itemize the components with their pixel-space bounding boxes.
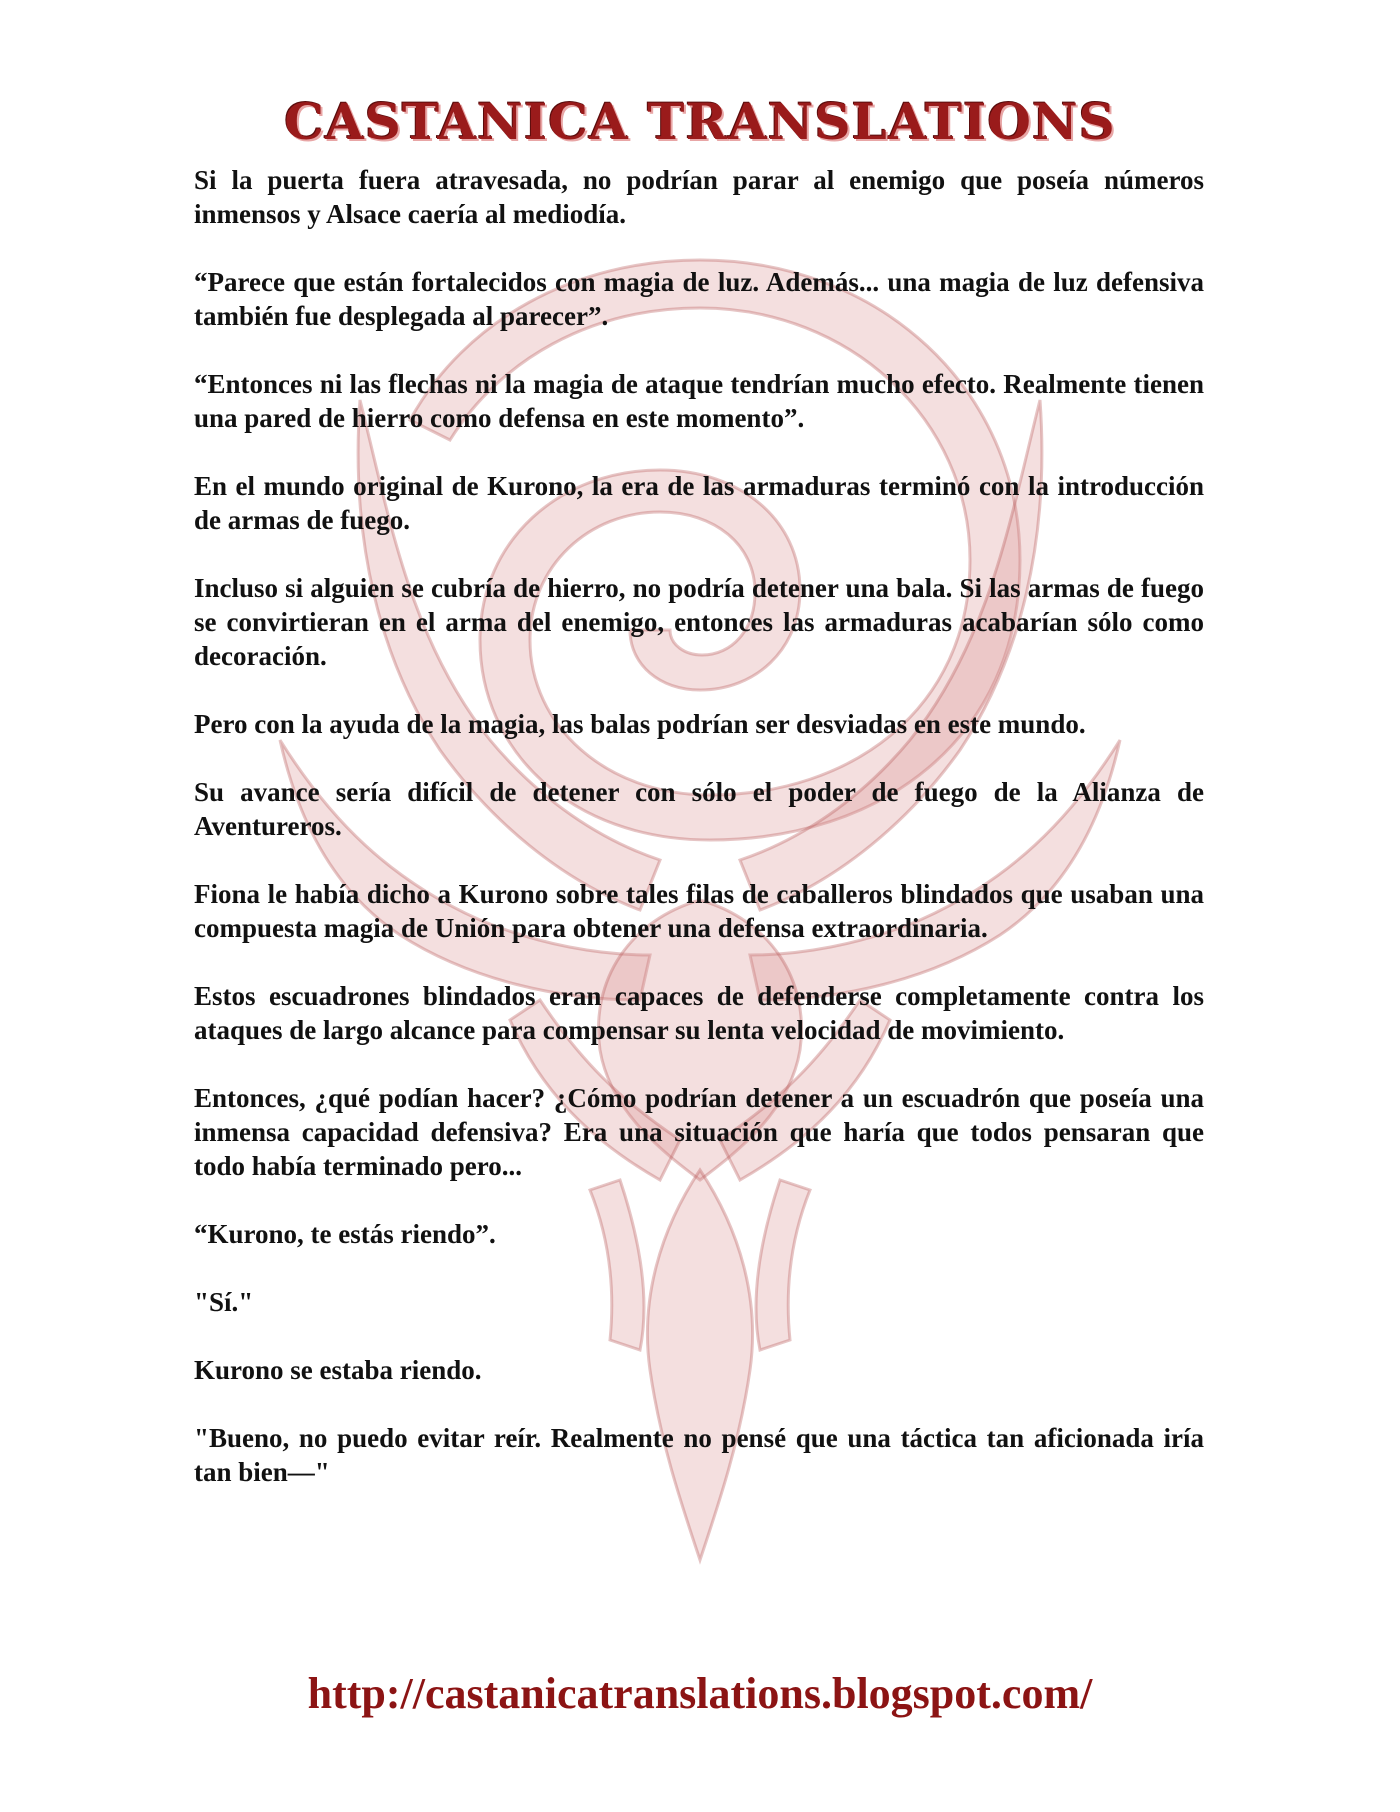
paragraph-11: “Kurono, te estás riendo”. bbox=[194, 1219, 496, 1249]
site-title: CASTANICA TRANSLATIONS bbox=[284, 92, 1116, 151]
paragraph-4: En el mundo original de Kurono, la era de las armaduras terminó con la introducción de armas de fuego. bbox=[194, 471, 1204, 535]
paragraph-13: Kurono se estaba riendo. bbox=[194, 1355, 482, 1385]
paragraph-7: Su avance sería difícil de detener con sólo el poder de fuego de la Alianza de Aventureros. bbox=[194, 777, 1204, 841]
paragraph-10: Entonces, ¿qué podían hacer? ¿Cómo podrían detener a un escuadrón que poseía una inmensa capacidad defensiva? Era una situación que haría que todos pensaran que todo había terminado pero... bbox=[194, 1083, 1204, 1181]
blog-link[interactable]: http://castanicatranslations.blogspot.com/ bbox=[307, 1669, 1093, 1718]
paragraph-8: Fiona le había dicho a Kurono sobre tales filas de caballeros blindados que usaban una compuesta magia de Unión para obtener una defensa extraordinaria. bbox=[194, 879, 1204, 943]
page-header bbox=[0, 92, 1400, 151]
paragraph-12: "Sí." bbox=[194, 1287, 254, 1317]
paragraph-2: “Parece que están fortalecidos con magia de luz. Además... una magia de luz defensiva también fue desplegada al parecer”. bbox=[194, 267, 1204, 331]
paragraph-3: “Entonces ni las flechas ni la magia de ataque tendrían mucho efecto. Realmente tienen una pared de hierro como defensa en este momento”. bbox=[194, 369, 1204, 433]
paragraph-14: "Bueno, no puedo evitar reír. Realmente no pensé que una táctica tan aficionada iría tan bien—" bbox=[194, 1423, 1204, 1487]
document-body bbox=[194, 163, 1204, 1523]
paragraph-5: Incluso si alguien se cubría de hierro, no podría detener una bala. Si las armas de fuego se convirtieran en el arma del enemigo, entonces las armaduras acabarían sólo como decoración. bbox=[194, 573, 1204, 671]
paragraph-6: Pero con la ayuda de la magia, las balas podrían ser desviadas en este mundo. bbox=[194, 709, 1086, 739]
page-footer bbox=[0, 1668, 1400, 1719]
paragraph-9: Estos escuadrones blindados eran capaces de defenderse completamente contra los ataques de largo alcance para compensar su lenta velocidad de movimiento. bbox=[194, 981, 1204, 1045]
paragraph-1: Si la puerta fuera atravesada, no podrían parar al enemigo que poseía números inmensos y Alsace caería al mediodía. bbox=[194, 165, 1204, 229]
